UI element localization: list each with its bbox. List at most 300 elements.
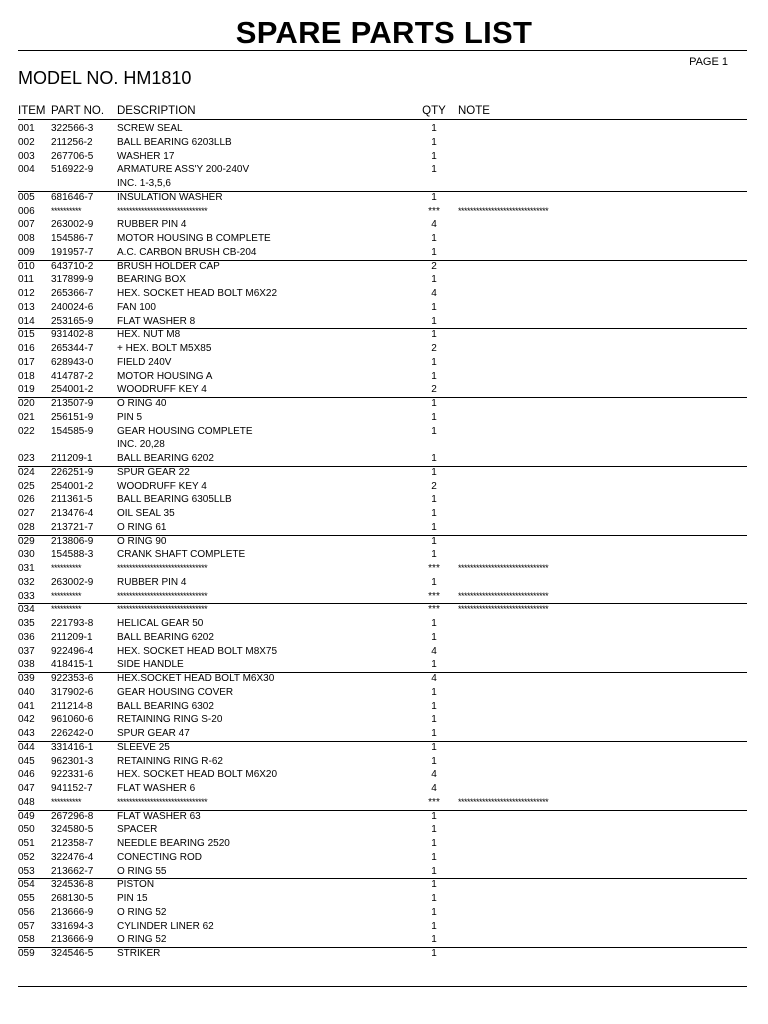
cell-description: RUBBER PIN 4 (117, 219, 187, 231)
cell-description: O RING 55 (117, 865, 167, 877)
cell-item: 053 (18, 865, 35, 877)
cell-description: + HEX. BOLT M5X85 (117, 343, 212, 354)
cell-item: 041 (18, 700, 35, 712)
header-divider (18, 119, 747, 120)
cell-qty: 2 (431, 260, 437, 272)
page-number: PAGE 1 (689, 56, 728, 68)
cell-qty: 1 (431, 508, 437, 519)
cell-item: 054 (18, 879, 35, 891)
cell-description: SIDE HANDLE (117, 659, 184, 671)
cell-part-no: 961060-6 (51, 714, 94, 726)
cell-part-no: 263002-9 (51, 576, 94, 588)
cell-description: SCREW SEAL (117, 123, 183, 134)
cell-qty: 1 (431, 576, 437, 588)
column-header-note: NOTE (458, 105, 490, 117)
cell-part-no: 931402-8 (51, 329, 94, 341)
cell-part-no: ********** (51, 590, 82, 601)
cell-description: INSULATION WASHER (117, 191, 223, 203)
cell-qty: 1 (431, 686, 437, 698)
cell-part-no: 265344-7 (51, 343, 94, 354)
cell-item: 028 (18, 521, 35, 533)
cell-part-no: 254001-2 (51, 480, 94, 492)
table-row (0, 920, 768, 934)
cell-part-no: 414787-2 (51, 370, 94, 382)
table-row (0, 411, 768, 425)
cell-part-no: 922331-6 (51, 769, 94, 781)
cell-description: BALL BEARING 6203LLB (117, 136, 232, 148)
table-row (0, 301, 768, 315)
cell-qty: 4 (431, 673, 437, 684)
cell-qty: 1 (431, 398, 437, 409)
column-header-item: ITEM (18, 105, 46, 117)
document-title: SPARE PARTS LIST (235, 15, 533, 50)
cell-description: INC. 20,28 (117, 439, 165, 451)
cell-qty: 1 (431, 315, 437, 327)
cell-part-no: 221793-8 (51, 618, 94, 629)
table-row (0, 425, 768, 439)
cell-item: 050 (18, 824, 35, 836)
cell-qty: 1 (431, 535, 437, 547)
cell-part-no: 213666-9 (51, 906, 94, 918)
table-row (0, 631, 768, 645)
cell-item: 012 (18, 288, 35, 299)
model-number: MODEL NO. HM1810 (18, 68, 192, 88)
cell-item: 035 (18, 618, 35, 629)
cell-part-no: 267706-5 (51, 150, 94, 162)
cell-item: 005 (18, 191, 35, 203)
cell-qty: 1 (431, 714, 437, 726)
cell-description: O RING 40 (117, 398, 167, 409)
cell-part-no: 213666-9 (51, 934, 94, 946)
cell-qty: 1 (431, 356, 437, 368)
table-row (0, 576, 768, 590)
cell-qty: 4 (431, 219, 437, 231)
table-row (0, 315, 768, 329)
cell-item: 048 (18, 796, 35, 808)
cell-item: 022 (18, 425, 35, 437)
cell-qty: 1 (431, 865, 437, 877)
cell-qty: 1 (431, 411, 437, 423)
cell-item: 008 (18, 233, 35, 244)
cell-qty: *** (428, 604, 440, 616)
column-header-description: DESCRIPTION (117, 105, 196, 117)
table-row (0, 136, 768, 150)
cell-part-no: 418415-1 (51, 659, 94, 671)
cell-item: 014 (18, 315, 35, 327)
cell-qty: 1 (431, 631, 437, 643)
cell-part-no: 322566-3 (51, 123, 94, 134)
cell-description: WOODRUFF KEY 4 (117, 480, 207, 492)
table-row (0, 713, 768, 727)
cell-description: HEX. SOCKET HEAD BOLT M6X20 (117, 769, 278, 781)
table-row (0, 865, 768, 879)
cell-part-no: 922496-4 (51, 645, 94, 657)
cell-qty: 4 (431, 783, 437, 794)
table-row (0, 397, 768, 411)
cell-description: SPUR GEAR 47 (117, 728, 190, 739)
cell-item: 043 (18, 728, 35, 739)
cell-part-no: 331694-3 (51, 920, 94, 932)
cell-description: PISTON (117, 879, 155, 891)
cell-description: PIN 15 (117, 893, 148, 904)
cell-description: MOTOR HOUSING A (117, 370, 213, 382)
cell-item: 003 (18, 150, 35, 162)
cell-item: 004 (18, 164, 35, 176)
cell-description: ****************************** (117, 205, 208, 216)
cell-item: 057 (18, 920, 35, 932)
cell-description: HELICAL GEAR 50 (117, 618, 204, 629)
cell-note: ****************************** (458, 604, 549, 615)
table-row (0, 493, 768, 507)
cell-description: ****************************** (117, 604, 208, 615)
cell-qty: 1 (431, 906, 437, 918)
cell-description: CRANK SHAFT COMPLETE (117, 549, 246, 561)
cell-part-no: 516922-9 (51, 164, 94, 176)
cell-qty: 1 (431, 810, 437, 822)
cell-description: RETAINING RING S-20 (117, 714, 223, 726)
table-row (0, 218, 768, 232)
cell-qty: 1 (431, 425, 437, 437)
cell-item: 034 (18, 604, 35, 616)
cell-part-no: 256151-9 (51, 411, 94, 423)
cell-qty: 1 (431, 824, 437, 836)
cell-item: 037 (18, 645, 35, 657)
table-row (0, 452, 768, 466)
cell-part-no: 154585-9 (51, 425, 94, 437)
cell-item: 007 (18, 219, 35, 231)
cell-description: RETAINING RING R-62 (117, 755, 223, 767)
cell-item: 032 (18, 576, 35, 588)
cell-qty: 1 (431, 755, 437, 767)
cell-part-no: 681646-7 (51, 191, 94, 203)
cell-qty: 1 (431, 549, 437, 561)
cell-part-no: 154588-3 (51, 549, 94, 561)
cell-item: 029 (18, 535, 35, 547)
cell-description: O RING 52 (117, 906, 167, 918)
cell-item: 058 (18, 934, 35, 946)
cell-item: 016 (18, 343, 35, 354)
cell-qty: *** (428, 590, 440, 602)
cell-item: 006 (18, 205, 35, 217)
cell-description: HEX. SOCKET HEAD BOLT M8X75 (117, 645, 278, 657)
cell-note: ****************************** (458, 590, 549, 601)
table-row (0, 232, 768, 246)
cell-description: SPUR GEAR 22 (117, 466, 190, 478)
cell-qty: 1 (431, 700, 437, 712)
cell-qty: 1 (431, 494, 437, 506)
cell-qty: 1 (431, 618, 437, 629)
cell-description: MOTOR HOUSING B COMPLETE (117, 233, 271, 244)
cell-part-no: 213806-9 (51, 535, 94, 547)
cell-description: CYLINDER LINER 62 (117, 920, 214, 932)
table-row (0, 933, 768, 947)
table-row (0, 342, 768, 356)
cell-part-no: 226251-9 (51, 466, 94, 478)
cell-part-no: 628943-0 (51, 356, 94, 368)
cell-part-no: 213507-9 (51, 398, 94, 409)
cell-item: 027 (18, 508, 35, 519)
cell-description: ****************************** (117, 796, 208, 807)
cell-description: INC. 1-3,5,6 (117, 178, 171, 189)
table-row (0, 686, 768, 700)
cell-qty: 1 (431, 659, 437, 671)
cell-item: 018 (18, 370, 35, 382)
cell-description: O RING 61 (117, 521, 167, 533)
cell-part-no: 211214-8 (51, 700, 93, 712)
cell-qty: 1 (431, 370, 437, 382)
cell-part-no: 211209-1 (51, 453, 93, 464)
table-row (0, 810, 768, 824)
cell-description: PIN 5 (117, 411, 143, 423)
table-row (0, 672, 768, 686)
cell-description: CONECTING ROD (117, 851, 202, 863)
cell-qty: 1 (431, 893, 437, 904)
table-row (0, 177, 768, 191)
cell-qty: 2 (431, 343, 437, 354)
cell-qty: 1 (431, 329, 437, 341)
cell-item: 039 (18, 673, 35, 684)
parts-table-body (0, 122, 768, 961)
table-row (0, 823, 768, 837)
table-row (0, 590, 768, 604)
cell-part-no: 191957-7 (51, 246, 94, 258)
cell-part-no: 268130-5 (51, 893, 94, 904)
cell-item: 002 (18, 136, 35, 148)
table-header (0, 105, 768, 119)
cell-item: 025 (18, 480, 35, 492)
table-row (0, 548, 768, 562)
cell-item: 009 (18, 246, 35, 258)
cell-qty: 1 (431, 728, 437, 739)
table-row (0, 755, 768, 769)
cell-qty: 1 (431, 741, 437, 753)
cell-qty: *** (428, 563, 440, 574)
cell-description: WASHER 17 (117, 150, 175, 162)
cell-part-no: 324546-5 (51, 948, 94, 959)
cell-description: HEX. NUT M8 (117, 329, 181, 341)
cell-item: 047 (18, 783, 35, 794)
cell-description: RUBBER PIN 4 (117, 576, 187, 588)
cell-description: BALL BEARING 6202 (117, 631, 214, 643)
cell-qty: 1 (431, 879, 437, 891)
cell-description: A.C. CARBON BRUSH CB-204 (117, 246, 257, 258)
table-row (0, 287, 768, 301)
cell-description: NEEDLE BEARING 2520 (117, 838, 230, 849)
cell-description: WOODRUFF KEY 4 (117, 384, 207, 396)
cell-qty: 1 (431, 191, 437, 203)
cell-part-no: 322476-4 (51, 851, 94, 863)
cell-part-no: 263002-9 (51, 219, 94, 231)
table-row (0, 768, 768, 782)
table-row (0, 163, 768, 177)
cell-qty: 1 (431, 948, 437, 959)
cell-item: 052 (18, 851, 35, 863)
table-row (0, 700, 768, 714)
cell-qty: 1 (431, 466, 437, 478)
cell-description: FLAT WASHER 8 (117, 315, 196, 327)
cell-description: HEX.SOCKET HEAD BOLT M6X30 (117, 673, 275, 684)
cell-item: 026 (18, 494, 35, 506)
cell-item: 038 (18, 659, 35, 671)
cell-item: 021 (18, 411, 35, 423)
cell-item: 010 (18, 260, 35, 272)
cell-qty: 1 (431, 453, 437, 464)
cell-description: BRUSH HOLDER CAP (117, 260, 220, 272)
cell-part-no: 240024-6 (51, 301, 94, 313)
cell-part-no: 213662-7 (51, 865, 94, 877)
cell-part-no: 213476-4 (51, 508, 94, 519)
cell-qty: 2 (431, 384, 437, 396)
cell-description: BALL BEARING 6302 (117, 700, 214, 712)
table-row (0, 328, 768, 342)
cell-item: 031 (18, 563, 35, 574)
table-row (0, 205, 768, 219)
cell-part-no: 212358-7 (51, 838, 94, 849)
cell-note: ****************************** (458, 563, 549, 573)
cell-description: ****************************** (117, 563, 208, 573)
cell-qty: 2 (431, 480, 437, 492)
cell-part-no: 213721-7 (51, 521, 94, 533)
cell-part-no: 254001-2 (51, 384, 94, 396)
cell-qty: *** (428, 796, 440, 808)
table-row (0, 122, 768, 136)
cell-qty: 1 (431, 838, 437, 849)
cell-description: O RING 52 (117, 934, 167, 946)
cell-part-no: 317902-6 (51, 686, 94, 698)
table-row (0, 878, 768, 892)
cell-qty: 1 (431, 521, 437, 533)
cell-description: SLEEVE 25 (117, 741, 170, 753)
cell-part-no: 962301-3 (51, 755, 94, 767)
cell-qty: 1 (431, 150, 437, 162)
cell-qty: 1 (431, 233, 437, 244)
cell-part-no: 265366-7 (51, 288, 94, 299)
cell-item: 011 (18, 274, 34, 286)
cell-item: 059 (18, 948, 35, 959)
cell-part-no: 226242-0 (51, 728, 94, 739)
cell-part-no: 267296-8 (51, 810, 94, 822)
cell-qty: *** (428, 205, 440, 217)
cell-item: 001 (18, 123, 35, 134)
cell-qty: 1 (431, 246, 437, 258)
cell-part-no: 941152-7 (51, 783, 93, 794)
table-row (0, 273, 768, 287)
cell-description: FLAT WASHER 6 (117, 783, 196, 794)
cell-item: 030 (18, 549, 35, 561)
cell-description: STRIKER (117, 948, 161, 959)
cell-part-no: ********** (51, 604, 82, 615)
cell-note: ****************************** (458, 205, 549, 216)
cell-item: 049 (18, 810, 35, 822)
cell-part-no: ********** (51, 563, 82, 573)
cell-item: 046 (18, 769, 35, 781)
cell-item: 015 (18, 329, 35, 341)
cell-part-no: 324536-8 (51, 879, 94, 891)
column-header-part-no: PART NO. (51, 105, 105, 117)
cell-item: 020 (18, 398, 35, 409)
cell-qty: 1 (431, 851, 437, 863)
cell-qty: 1 (431, 164, 437, 176)
cell-part-no: 331416-1 (51, 741, 94, 753)
table-row (0, 521, 768, 535)
cell-description: FAN 100 (117, 301, 156, 313)
cell-description: BALL BEARING 6305LLB (117, 494, 232, 506)
cell-part-no: 922353-6 (51, 673, 94, 684)
cell-item: 056 (18, 906, 35, 918)
cell-item: 055 (18, 893, 35, 904)
table-row (0, 466, 768, 480)
table-row (0, 727, 768, 741)
table-row (0, 356, 768, 370)
table-row (0, 796, 768, 810)
table-row (0, 906, 768, 920)
cell-item: 044 (18, 741, 35, 753)
cell-description: BALL BEARING 6202 (117, 453, 214, 464)
cell-qty: 1 (431, 920, 437, 932)
table-row (0, 851, 768, 865)
cell-description: ****************************** (117, 590, 208, 601)
cell-description: OIL SEAL 35 (117, 508, 175, 519)
table-row (0, 260, 768, 274)
cell-description: BEARING BOX (117, 274, 186, 286)
table-row (0, 191, 768, 205)
cell-description: FLAT WASHER 63 (117, 810, 201, 822)
cell-qty: 1 (431, 136, 437, 148)
cell-item: 045 (18, 755, 35, 767)
cell-item: 019 (18, 384, 35, 396)
cell-part-no: ********** (51, 796, 82, 807)
cell-description: GEAR HOUSING COVER (117, 686, 234, 698)
cell-item: 017 (18, 356, 35, 368)
table-row (0, 947, 768, 961)
table-row (0, 480, 768, 494)
table-row (0, 603, 768, 617)
title-divider (18, 50, 747, 51)
cell-part-no: 211361-5 (51, 494, 93, 506)
column-header-qty: QTY (422, 105, 446, 117)
cell-part-no: ********** (51, 205, 82, 216)
cell-qty: 1 (431, 123, 437, 134)
cell-part-no: 211209-1 (51, 631, 93, 643)
cell-part-no: 154586-7 (51, 233, 94, 244)
cell-qty: 4 (431, 769, 437, 781)
cell-item: 040 (18, 686, 35, 698)
table-row (0, 507, 768, 521)
cell-part-no: 324580-5 (51, 824, 94, 836)
cell-item: 036 (18, 631, 35, 643)
table-row (0, 892, 768, 906)
cell-item: 024 (18, 466, 35, 478)
table-row (0, 837, 768, 851)
cell-description: SPACER (117, 824, 158, 836)
cell-item: 042 (18, 714, 35, 726)
cell-part-no: 317899-9 (51, 274, 94, 286)
cell-description: O RING 90 (117, 535, 167, 547)
table-row (0, 383, 768, 397)
table-row (0, 617, 768, 631)
cell-item: 013 (18, 301, 35, 313)
cell-qty: 1 (431, 934, 437, 946)
cell-description: GEAR HOUSING COMPLETE (117, 425, 253, 437)
cell-part-no: 253165-9 (51, 315, 94, 327)
table-row (0, 246, 768, 260)
table-row (0, 370, 768, 384)
cell-item: 051 (18, 838, 35, 849)
cell-item: 023 (18, 453, 35, 464)
cell-description: ARMATURE ASS'Y 200-240V (117, 164, 250, 176)
table-row (0, 645, 768, 659)
table-row (0, 535, 768, 549)
